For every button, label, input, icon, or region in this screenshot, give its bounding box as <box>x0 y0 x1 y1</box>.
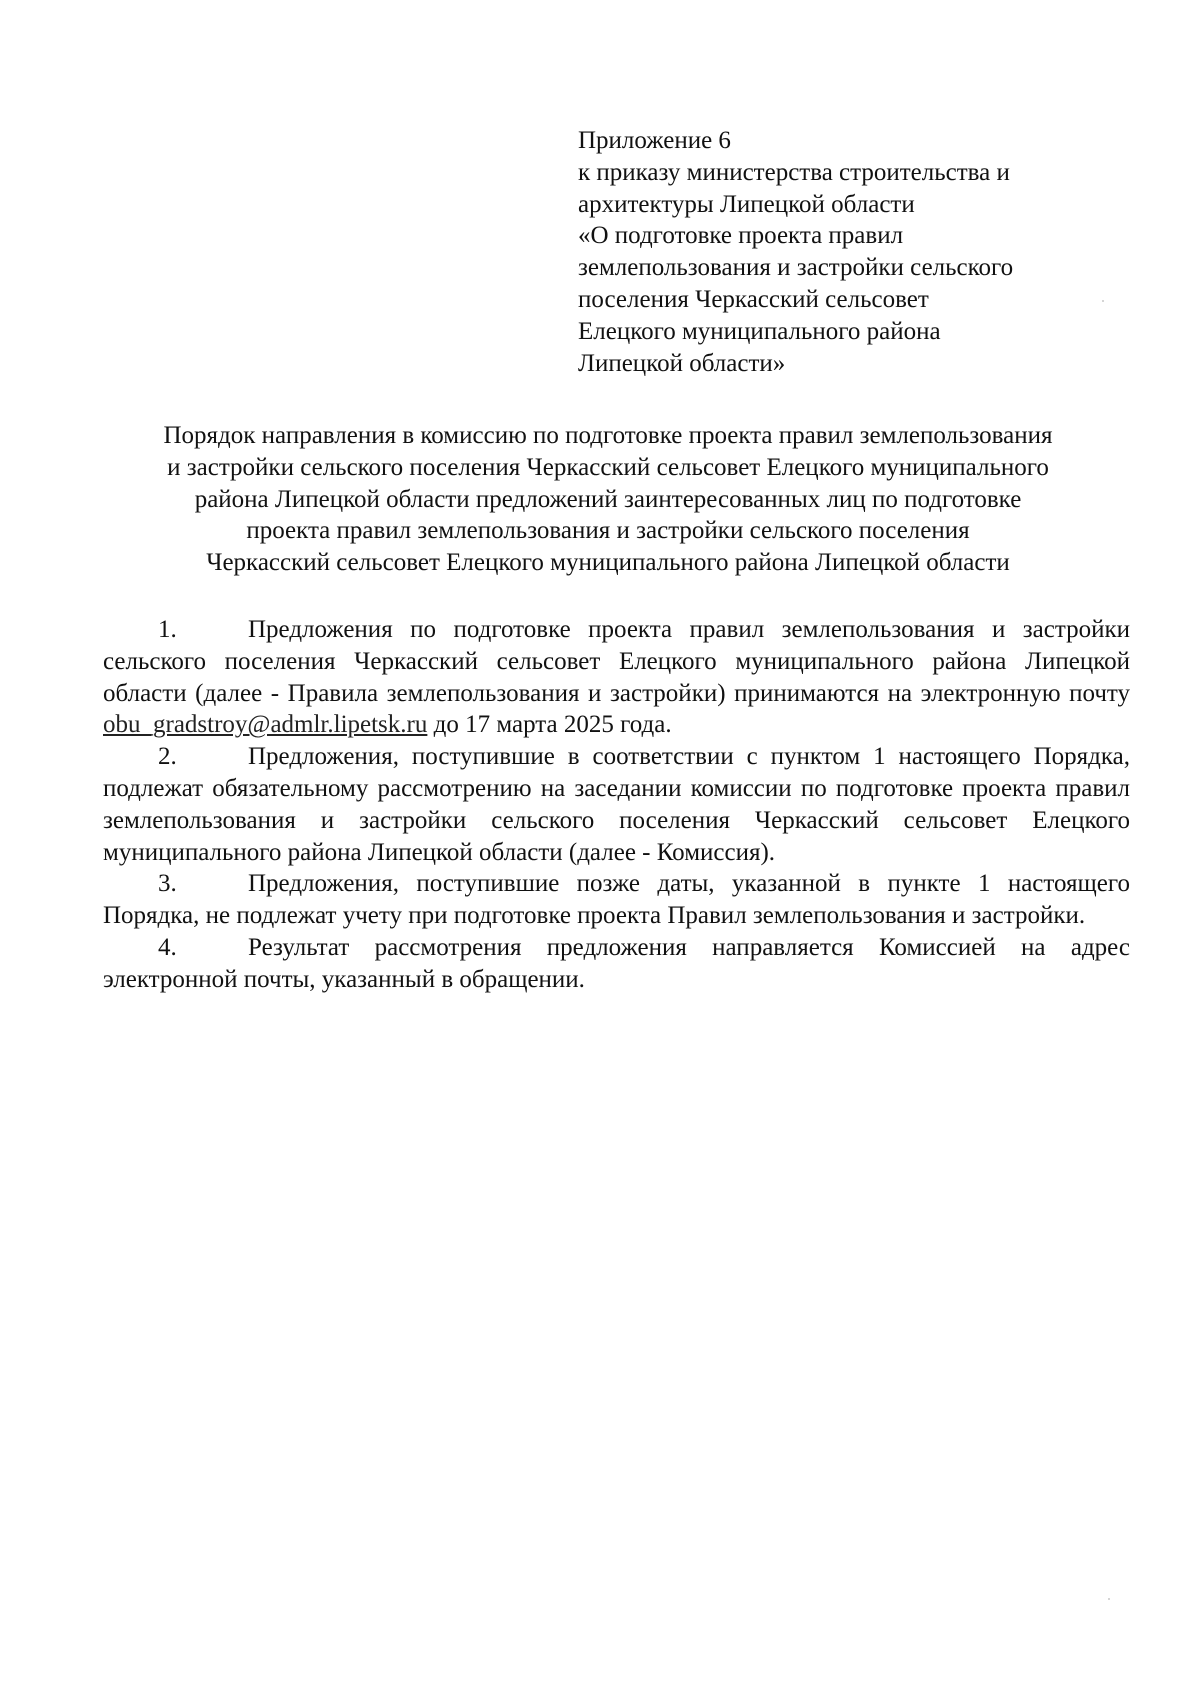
title-line: района Липецкой области предложений заинтересованных лиц по подготовке <box>194 485 1022 513</box>
title-line: Черкасский сельсовет Елецкого муниципального района Липецкой области <box>206 549 1010 577</box>
appendix-line: землепользования и застройки сельского <box>578 254 1014 282</box>
item-number: 4. <box>158 933 177 961</box>
appendix-header <box>578 125 1118 379</box>
appendix-line: Липецкой области» <box>578 349 786 377</box>
document-body <box>103 614 1130 996</box>
document-title <box>88 420 1128 579</box>
title-line: Порядок направления в комиссию по подготовке проекта правил землепользования <box>163 422 1053 449</box>
title-line: и застройки сельского поселения Черкасский сельсовет Елецкого муниципального <box>167 453 1049 481</box>
appendix-line: «О подготовке проекта правил <box>578 222 904 250</box>
item-number: 3. <box>158 870 177 898</box>
list-item <box>103 614 1130 741</box>
appendix-line: Елецкого муниципального района <box>578 317 941 345</box>
item-number: 2. <box>158 743 177 771</box>
appendix-line: поселения Черкасский сельсовет <box>578 285 929 313</box>
item-text-tail: до 17 марта 2025 года. <box>433 711 672 739</box>
item-number: 1. <box>158 616 177 643</box>
email-link[interactable]: obu_gradstroy@admlr.lipetsk.ru <box>103 711 428 739</box>
scan-speck <box>1102 300 1104 302</box>
appendix-line: Приложение 6 <box>578 127 731 154</box>
item-text: Результат рассмотрения предложения направляется Комиссией на адрес электронной почты, указанный в обращении. <box>103 933 1130 993</box>
scan-speck <box>1108 1598 1110 1600</box>
list-item <box>103 741 1130 868</box>
appendix-line: архитектуры Липецкой области <box>578 190 915 218</box>
list-item <box>103 932 1130 996</box>
appendix-line: к приказу министерства строительства и <box>578 158 1010 186</box>
item-text: Предложения, поступившие позже даты, указанной в пункте 1 настоящего Порядка, не подлежат учету при подготовке проекта Правил землепользования и застройки. <box>103 870 1130 930</box>
item-text: Предложения, поступившие в соответствии с пунктом 1 настоящего Порядка, подлежат обязательному рассмотрению на заседании комиссии по подготовке проекта правил землепользования и застройки сельского поселения Черкасский сельсовет Елецкого муниципального района Липецкой области (далее - Комиссия). <box>103 743 1130 866</box>
title-line: проекта правил землепользования и застройки сельского поселения <box>246 517 970 545</box>
list-item <box>103 868 1130 932</box>
item-text: Предложения по подготовке проекта правил землепользования и застройки сельского поселения Черкасский сельсовет Елецкого муниципального района Липецкой области (далее - Правила землепользования и застройки) принимаются на электронную почту <box>103 616 1130 707</box>
